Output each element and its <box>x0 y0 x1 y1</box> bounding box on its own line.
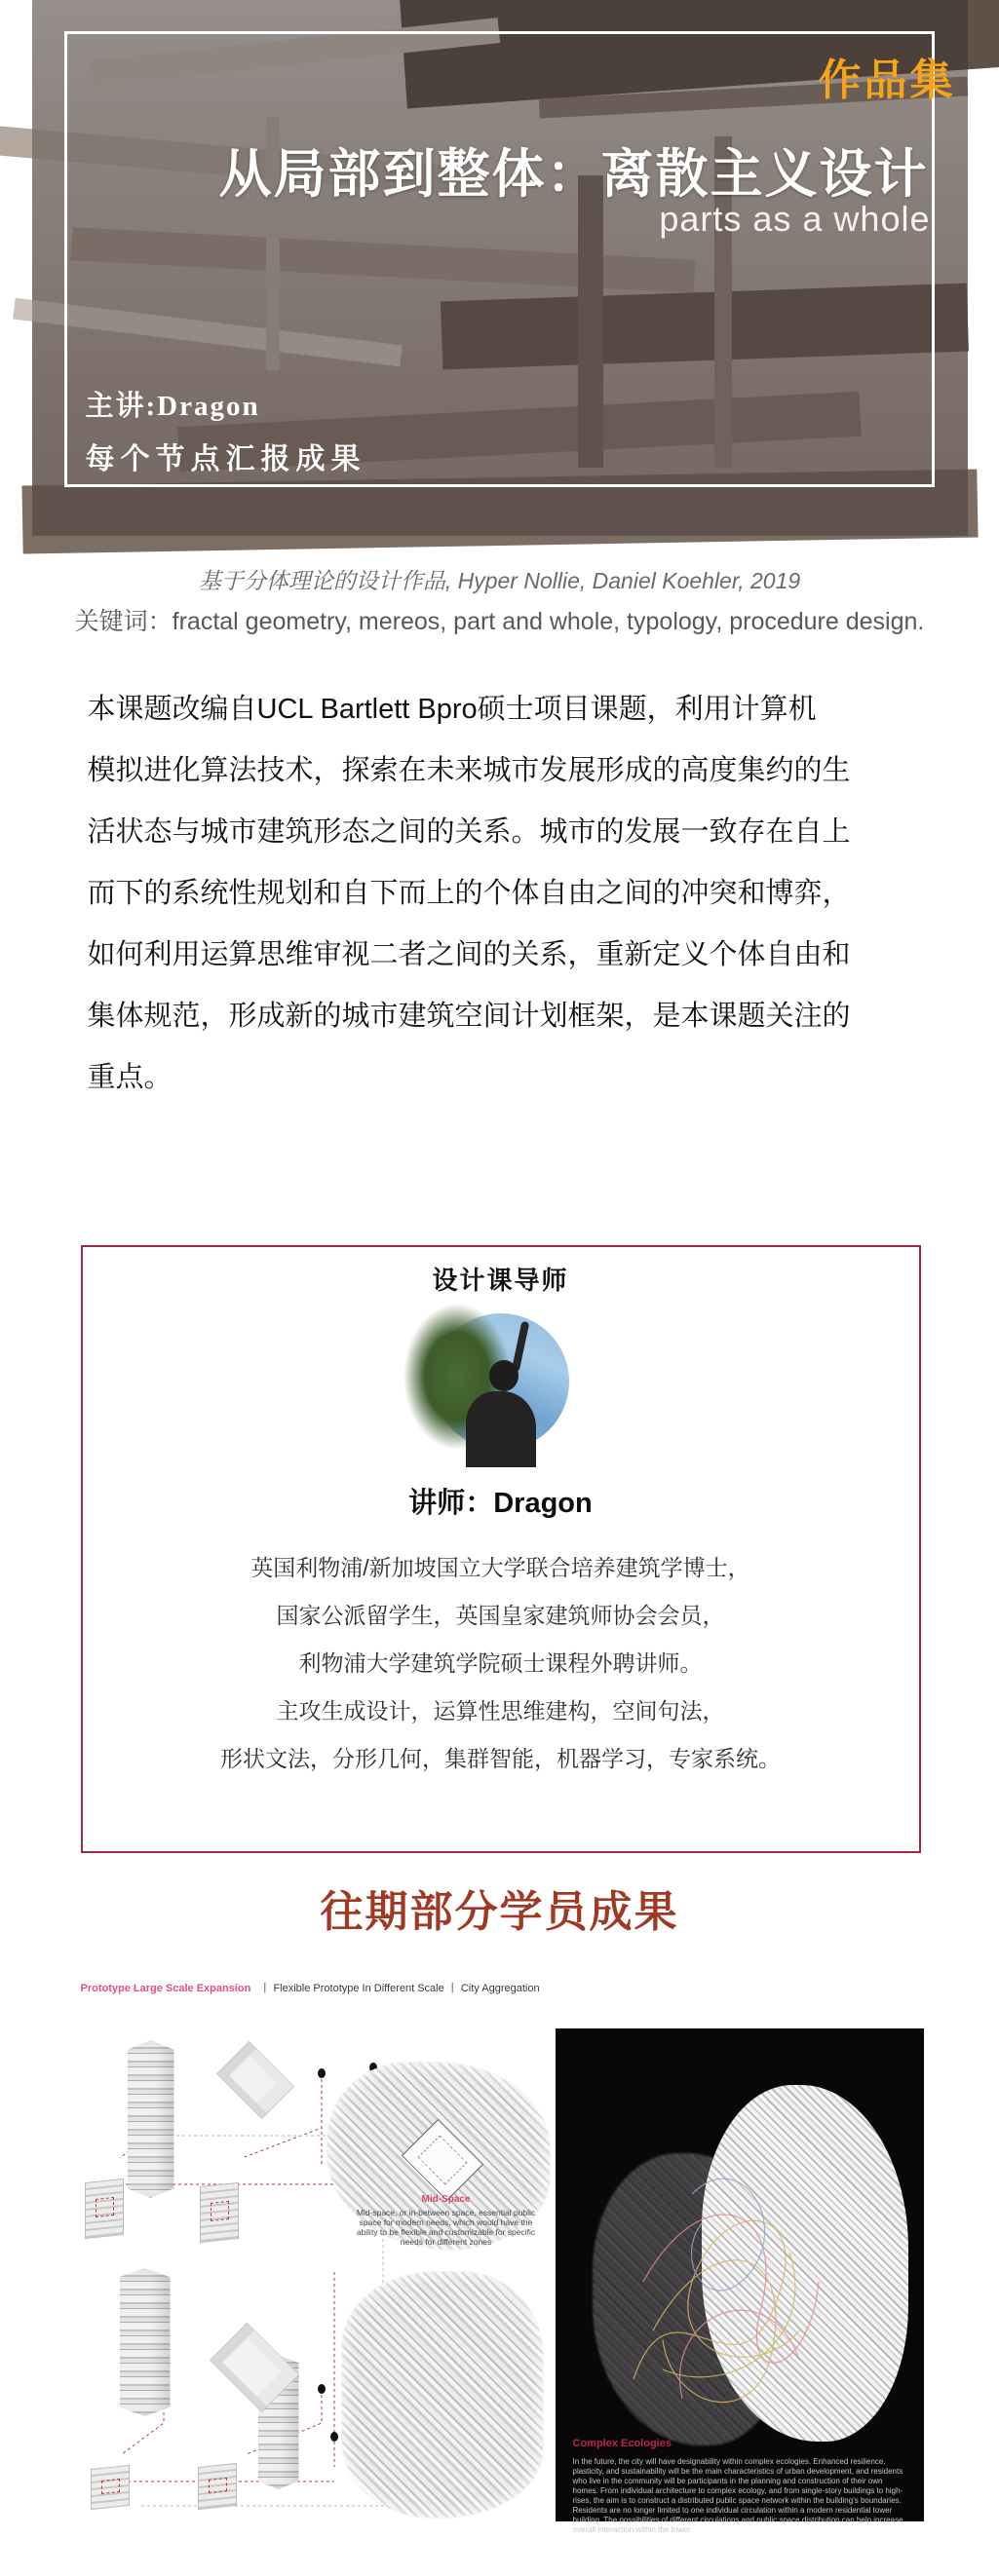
hero-subtitle: parts as a whole <box>659 199 931 239</box>
mid-space-diamond-inner <box>417 2136 467 2185</box>
student-work-figure <box>80 1980 924 2534</box>
module-diagram <box>91 2465 130 2510</box>
avatar-person-head <box>489 1360 519 1391</box>
mid-space-description: Mid-space, or in-between space, essential public space for modern needs, which would have the ability to be flexible and customizable for specific needs for different zones <box>356 2208 536 2247</box>
network-lines-render <box>572 2087 906 2457</box>
intro-line: 重点。 <box>87 1062 173 1093</box>
mentor-name: 讲师：Dragon <box>408 1488 593 1519</box>
ecologies-panel <box>556 2028 924 2534</box>
mid-space-label: Mid-Space <box>421 2194 471 2205</box>
figure-header-primary: Prototype Large Scale Expansion <box>80 1983 251 1994</box>
intro-line: 活状态与城市建筑形态之间的关系。城市的发展一致存在自上 <box>87 816 851 848</box>
hero-title: 从局部到整体：离散主义设计 <box>218 145 929 204</box>
intro-line: 而下的系统性规划和自下而上的个体自由之间的冲突和博弈， <box>87 878 851 909</box>
intro-line: 本课题改编自UCL Bartlett Bpro硕士项目课题，利用计算机 <box>87 694 817 725</box>
mentor-bio-line: 主攻生成设计，运算性思维建构，空间句法， <box>276 1698 725 1724</box>
mentor-bio <box>83 1544 919 1783</box>
intro-line: 如何利用运算思维审视二者之间的关系，重新定义个体自由和 <box>87 939 851 970</box>
mentor-bio-line: 形状文法，分形几何，集群智能，机器学习，专家系统。 <box>220 1746 781 1771</box>
module-diagram <box>198 2463 237 2510</box>
hero-speaker: 主讲:Dragon <box>85 391 260 422</box>
tower-diagram <box>128 2040 174 2198</box>
tower-diagram <box>120 2268 171 2416</box>
mentor-card-title: 设计课导师 <box>432 1266 569 1295</box>
hero-speaker-note: 每个节点汇报成果 <box>85 443 366 475</box>
article-page <box>32 0 968 2576</box>
ecologies-description: In the future, the city will have designability within complex ecologies. Enhanced resilience, plasticity, and sustainability will be the main characteristics of urban development, and residents who live in the community will be participants in the planning and construction of their own homes. From individual architecture to complex ecology, and from single-story buildings to high-rises, the aim is to construct a distributed public space network within the building's boundaries. Residents are no longer limited to one individual circulation within a modern residential tower building. The possibilities of different circulations and public space distribution can help increase overall interaction within the tower. <box>572 2457 903 2534</box>
image-credit-caption: 基于分体理论的设计作品, Hyper Nollie, Daniel Koehler, 2019 <box>198 568 801 593</box>
city-aggregation-render <box>342 2272 543 2518</box>
avatar-person <box>466 1391 536 1467</box>
module-diagram <box>85 2178 124 2239</box>
intro-paragraph <box>88 679 912 1109</box>
module-diagram <box>200 2182 239 2243</box>
mentor-bio-line: 国家公派留学生，英国皇家建筑师协会会员， <box>276 1603 725 1628</box>
mentor-bio-line: 利物浦大学建筑学院硕士课程外聘讲师。 <box>298 1650 703 1676</box>
figure-header-rest: 丨 Flexible Prototype In Different Scale 丨 City Aggregation <box>259 1983 540 1994</box>
intro-line: 集体规范，形成新的城市建筑空间计划框架，是本课题关注的 <box>87 1001 851 1032</box>
keywords-line: 关键词：fractal geometry, mereos, part and whole, typology, procedure design. <box>74 608 925 635</box>
results-heading: 往期部分学员成果 <box>320 1888 679 1936</box>
hero-banner <box>32 0 968 536</box>
mentor-avatar <box>433 1313 569 1450</box>
ecologies-title: Complex Ecologies <box>572 2438 672 2449</box>
mentor-card <box>81 1245 921 1853</box>
intro-line: 模拟进化算法技术，探索在未来城市发展形成的高度集约的生 <box>87 755 851 786</box>
mentor-bio-line: 英国利物浦/新加坡国立大学联合培养建筑学博士， <box>250 1555 750 1580</box>
portfolio-badge: 作品集 <box>818 57 956 104</box>
